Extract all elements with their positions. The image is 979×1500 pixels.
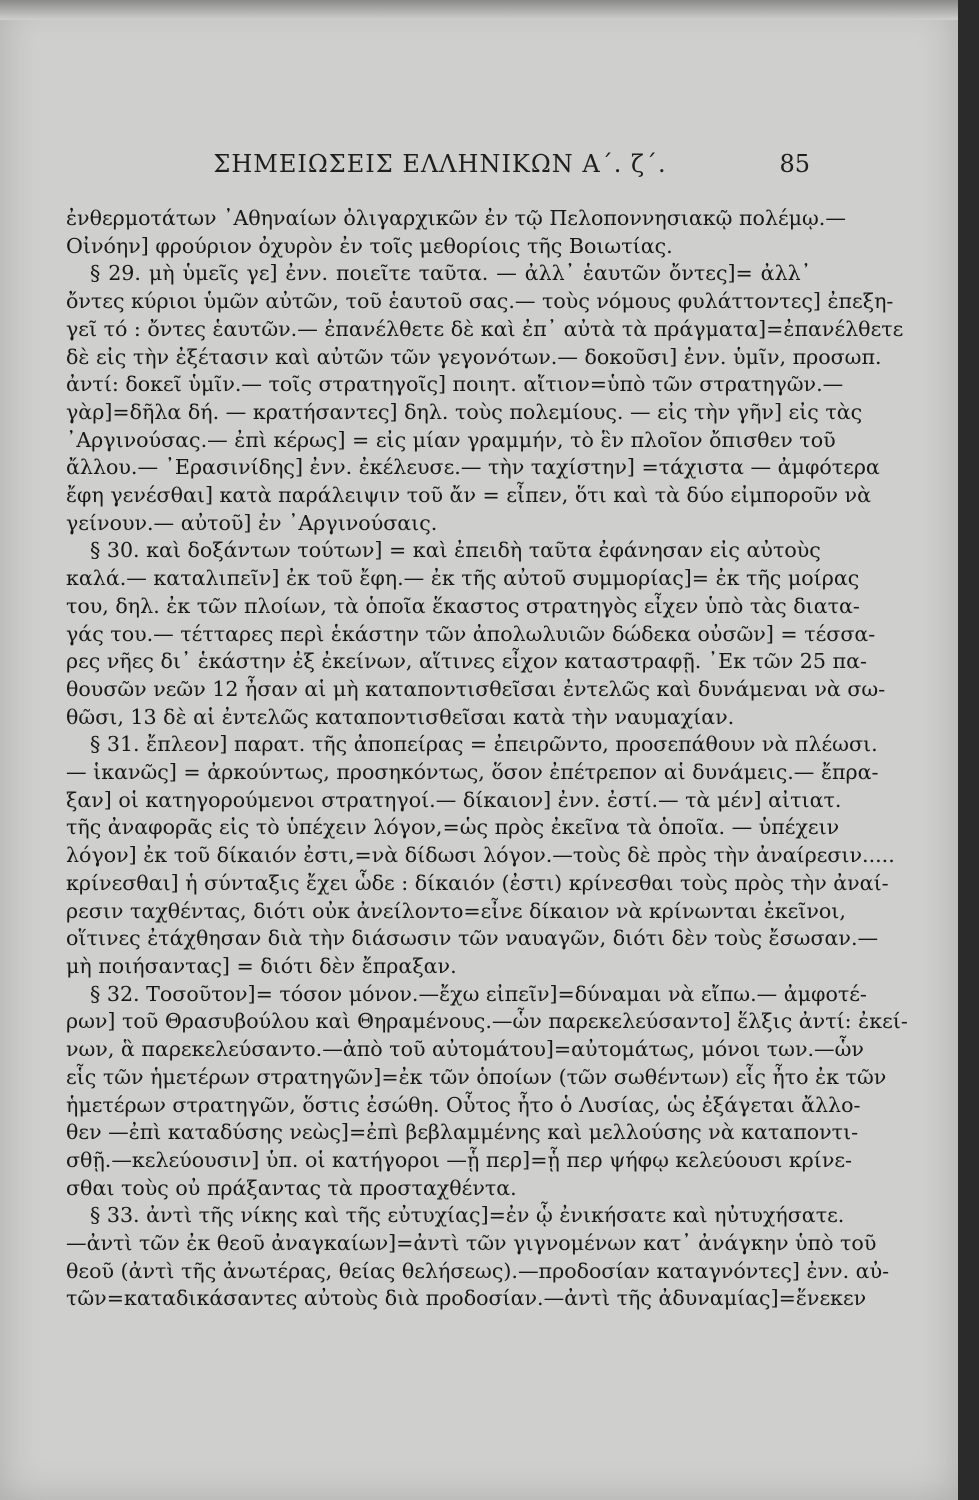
text-line: ὄντες κύριοι ὑμῶν αὐτῶν, τοῦ ἑαυτοῦ σας.— τοὺς νόμους φυλάττοντες] ἐπεξη- [66, 289, 894, 314]
text-line: γεῖ τό : ὄντες ἑαυτῶν.— ἐπανέλθετε δὲ καὶ ἐπ᾿ αὐτὰ τὰ πράγματα]=ἐπανέλθετε [66, 316, 904, 341]
text-line: κρίνεσθαι] ἡ σύνταξις ἔχει ὧδε : δίκαιόν (ἐστι) κρίνεσθαι τοὺς πρὸς τὴν ἀναί- [66, 870, 889, 895]
text-line: θῶσι, 13 δὲ αἱ ἐντελῶς καταποντισθεῖσαι κατὰ τὴν ναυμαχίαν. [66, 704, 735, 729]
text-line: ἄλλου.— ᾿Ερασινίδης] ἐνν. ἐκέλευσε.— τὴν ταχίστην] =τάχιστα — ἀμφότερα [66, 455, 880, 480]
text-line: οἵτινες ἐτάχθησαν διὰ τὴν διάσωσιν τῶν ναυαγῶν, διότι δὲν τοὺς ἔσωσαν.— [66, 926, 879, 951]
text-line: § 30. καὶ δοξάντων τούτων] = καὶ ἐπειδὴ ταῦτα ἐφάνησαν εἰς αὐτοὺς [90, 538, 821, 563]
text-line: τῶν=καταδικάσαντες αὐτοὺς διὰ προδοσίαν.—ἀντὶ τῆς ἀδυναμίας]=ἕνεκεν [66, 1286, 867, 1311]
text-line: γάς του.— τέτταρες περὶ ἑκάστην τῶν ἀπολωλυιῶν δώδεκα οὐσῶν] = τέσσα- [66, 621, 876, 646]
text-line: § 33. ἀντὶ τῆς νίκης καὶ τῆς εὐτυχίας]=ἐν ᾧ ἐνικήσατε καὶ ηὐτυχήσατε. [90, 1203, 845, 1228]
text-line: ἐνθερμοτάτων ᾿Αθηναίων ὀλιγαρχικῶν ἐν τῷ Πελοποννησιακῷ πολέμῳ.— [66, 206, 846, 230]
text-line: του, δηλ. ἐκ τῶν πλοίων, τὰ ὁποῖα ἕκαστος στρατηγὸς εἶχεν ὑπὸ τὰς διατα- [66, 593, 860, 618]
text-line: σθαι τοὺς οὐ πράξαντας τὰ προσταχθέντα. [66, 1175, 517, 1200]
text-line: θουσῶν νεῶν 12 ἦσαν αἱ μὴ καταποντισθεῖσαι ἐντελῶς καὶ δυνάμεναι νὰ σω- [66, 676, 886, 701]
text-line: μὴ ποιήσαντας] = διότι δὲν ἔπραξαν. [66, 953, 457, 978]
text-line: — ἱκανῶς] = ἀρκούντως, προσηκόντως, ὅσον ἐπέτρεπον αἱ δυνάμεις.— ἔπρα- [66, 760, 879, 785]
text-line: τῆς ἀναφορᾶς εἰς τὸ ὑπέχειν λόγον,=ὡς πρὸς ἐκεῖνα τὰ ὁποῖα. — ὑπέχειν [66, 815, 840, 840]
text-line: καλά.— καταλιπεῖν] ἐκ τοῦ ἔφη.— ἐκ τῆς αὐτοῦ συμμορίας]= ἐκ τῆς μοίρας [66, 566, 860, 591]
text-line: ᾿Αργινούσας.— ἐπὶ κέρως] = εἰς μίαν γραμμήν, τὸ ἓν πλοῖον ὄπισθεν τοῦ [66, 427, 836, 452]
paragraph [66, 981, 908, 1203]
text-line: εἷς τῶν ἡμετέρων στρατηγῶν]=ἐκ τῶν ὁποίων (τῶν σωθέντων) εἷς ἦτο ἐκ τῶν [66, 1064, 887, 1089]
page-number: 85 [779, 150, 810, 178]
text-line: ρων] τοῦ Θρασυβούλου καὶ Θηραμένους.—ὧν παρεκελεύσαντο] ἕλξις ἀντί: ἐκεί- [66, 1009, 908, 1034]
text-line: θεοῦ (ἀντὶ τῆς ἀνωτέρας, θείας θελήσεως).—προδοσίαν καταγνόντες] ἐνν. αὐ- [66, 1258, 890, 1283]
running-title: ΣΗΜΕΙΩΣΕΙΣ ΕΛΛΗΝΙΚΩΝ Α΄. ζ΄. [213, 150, 667, 178]
page-header [70, 150, 810, 184]
commentary-text [66, 205, 908, 1313]
text-line: Οἰνόην] φρούριον ὀχυρὸν ἐν τοῖς μεθορίοις τῆς Βοιωτίας. [66, 233, 673, 258]
text-line: ρεσιν ταχθέντας, διότι οὐκ ἀνείλοντο=εἶνε δίκαιον νὰ κρίνωνται ἐκεῖνοι, [66, 898, 846, 923]
paragraph [66, 1202, 890, 1313]
text-line: ξαν] οἱ κατηγορούμενοι στρατηγοί.— δίκαιον] ἐνν. ἐστί.— τὰ μέν] αἰτιατ. [66, 787, 842, 812]
text-line: σθῇ.—κελεύουσιν] ὑπ. οἱ κατήγοροι —ᾗ περ]=ᾗ περ ψήφῳ κελεύουσι κρίνε- [66, 1147, 853, 1172]
text-line: § 32. Τοσοῦτον]= τόσον μόνον.—ἔχω εἰπεῖν]=δύναμαι νὰ εἴπω.— ἀμφοτέ- [90, 981, 867, 1006]
text-line: θεν —ἐπὶ καταδύσης νεὼς]=ἐπὶ βεβλαμμένης καὶ μελλούσης νὰ καταποντι- [66, 1120, 859, 1145]
text-line: § 29. μὴ ὑμεῖς γε] ἐνν. ποιεῖτε ταῦτα. — ἀλλ᾿ ἑαυτῶν ὄντες]= ἀλλ᾿ [90, 261, 811, 286]
paragraph [66, 260, 904, 537]
text-line: γὰρ]=δῆλα δή. — κρατήσαντες] δηλ. τοὺς πολεμίους. — εἰς τὴν γῆν] εἰς τὰς [66, 399, 863, 424]
text-line: λόγον] ἐκ τοῦ δίκαιόν ἐστι,=νὰ δίδωσι λόγον.—τοὺς δὲ πρὸς τὴν ἀναίρεσιν..... [66, 843, 895, 868]
paragraph [66, 205, 846, 260]
text-line: —ἀντὶ τῶν ἐκ θεοῦ ἀναγκαίων]=ἀντὶ τῶν γιγνομένων κατ᾿ ἀνάγκην ὑπὸ τοῦ [66, 1231, 877, 1256]
text-line: νων, ἃ παρεκελεύσαντο.—ἀπὸ τοῦ αὐτομάτου]=αὐτομάτως, μόνοι των.—ὧν [66, 1037, 864, 1062]
paragraph [66, 731, 895, 980]
text-line: ἀντί: δοκεῖ ὑμῖν.— τοῖς στρατηγοῖς] ποιητ. αἴτιον=ὑπὸ τῶν στρατηγῶν.— [66, 372, 844, 397]
text-line: ἔφη γενέσθαι] κατὰ παράλειψιν τοῦ ἄν = εἶπεν, ὅτι καὶ τὰ δύο εἰμποροῦν νὰ [66, 483, 871, 508]
text-line: ρες νῆες δι᾿ ἑκάστην ἐξ ἐκείνων, αἵτινες εἶχον καταστραφῇ. ᾿Εκ τῶν 25 πα- [66, 649, 867, 674]
paragraph [66, 537, 886, 731]
text-line: γείνουν.— αὐτοῦ] ἐν ᾿Αργινούσαις. [66, 510, 438, 535]
text-line: ἡμετέρων στρατηγῶν, ὅστις ἐσώθη. Οὗτος ἦτο ὁ Λυσίας, ὡς ἐξάγεται ἄλλο- [66, 1092, 861, 1117]
page-edge [0, 0, 958, 20]
text-line: § 31. ἔπλεον] παρατ. τῆς ἀποπείρας = ἐπειρῶντο, προσεπάθουν νὰ πλέωσι. [90, 732, 878, 757]
text-line: δὲ εἰς τὴν ἐξέτασιν καὶ αὐτῶν τῶν γεγονότων.— δοκοῦσι] ἐνν. ὑμῖν, προσωπ. [66, 344, 882, 369]
